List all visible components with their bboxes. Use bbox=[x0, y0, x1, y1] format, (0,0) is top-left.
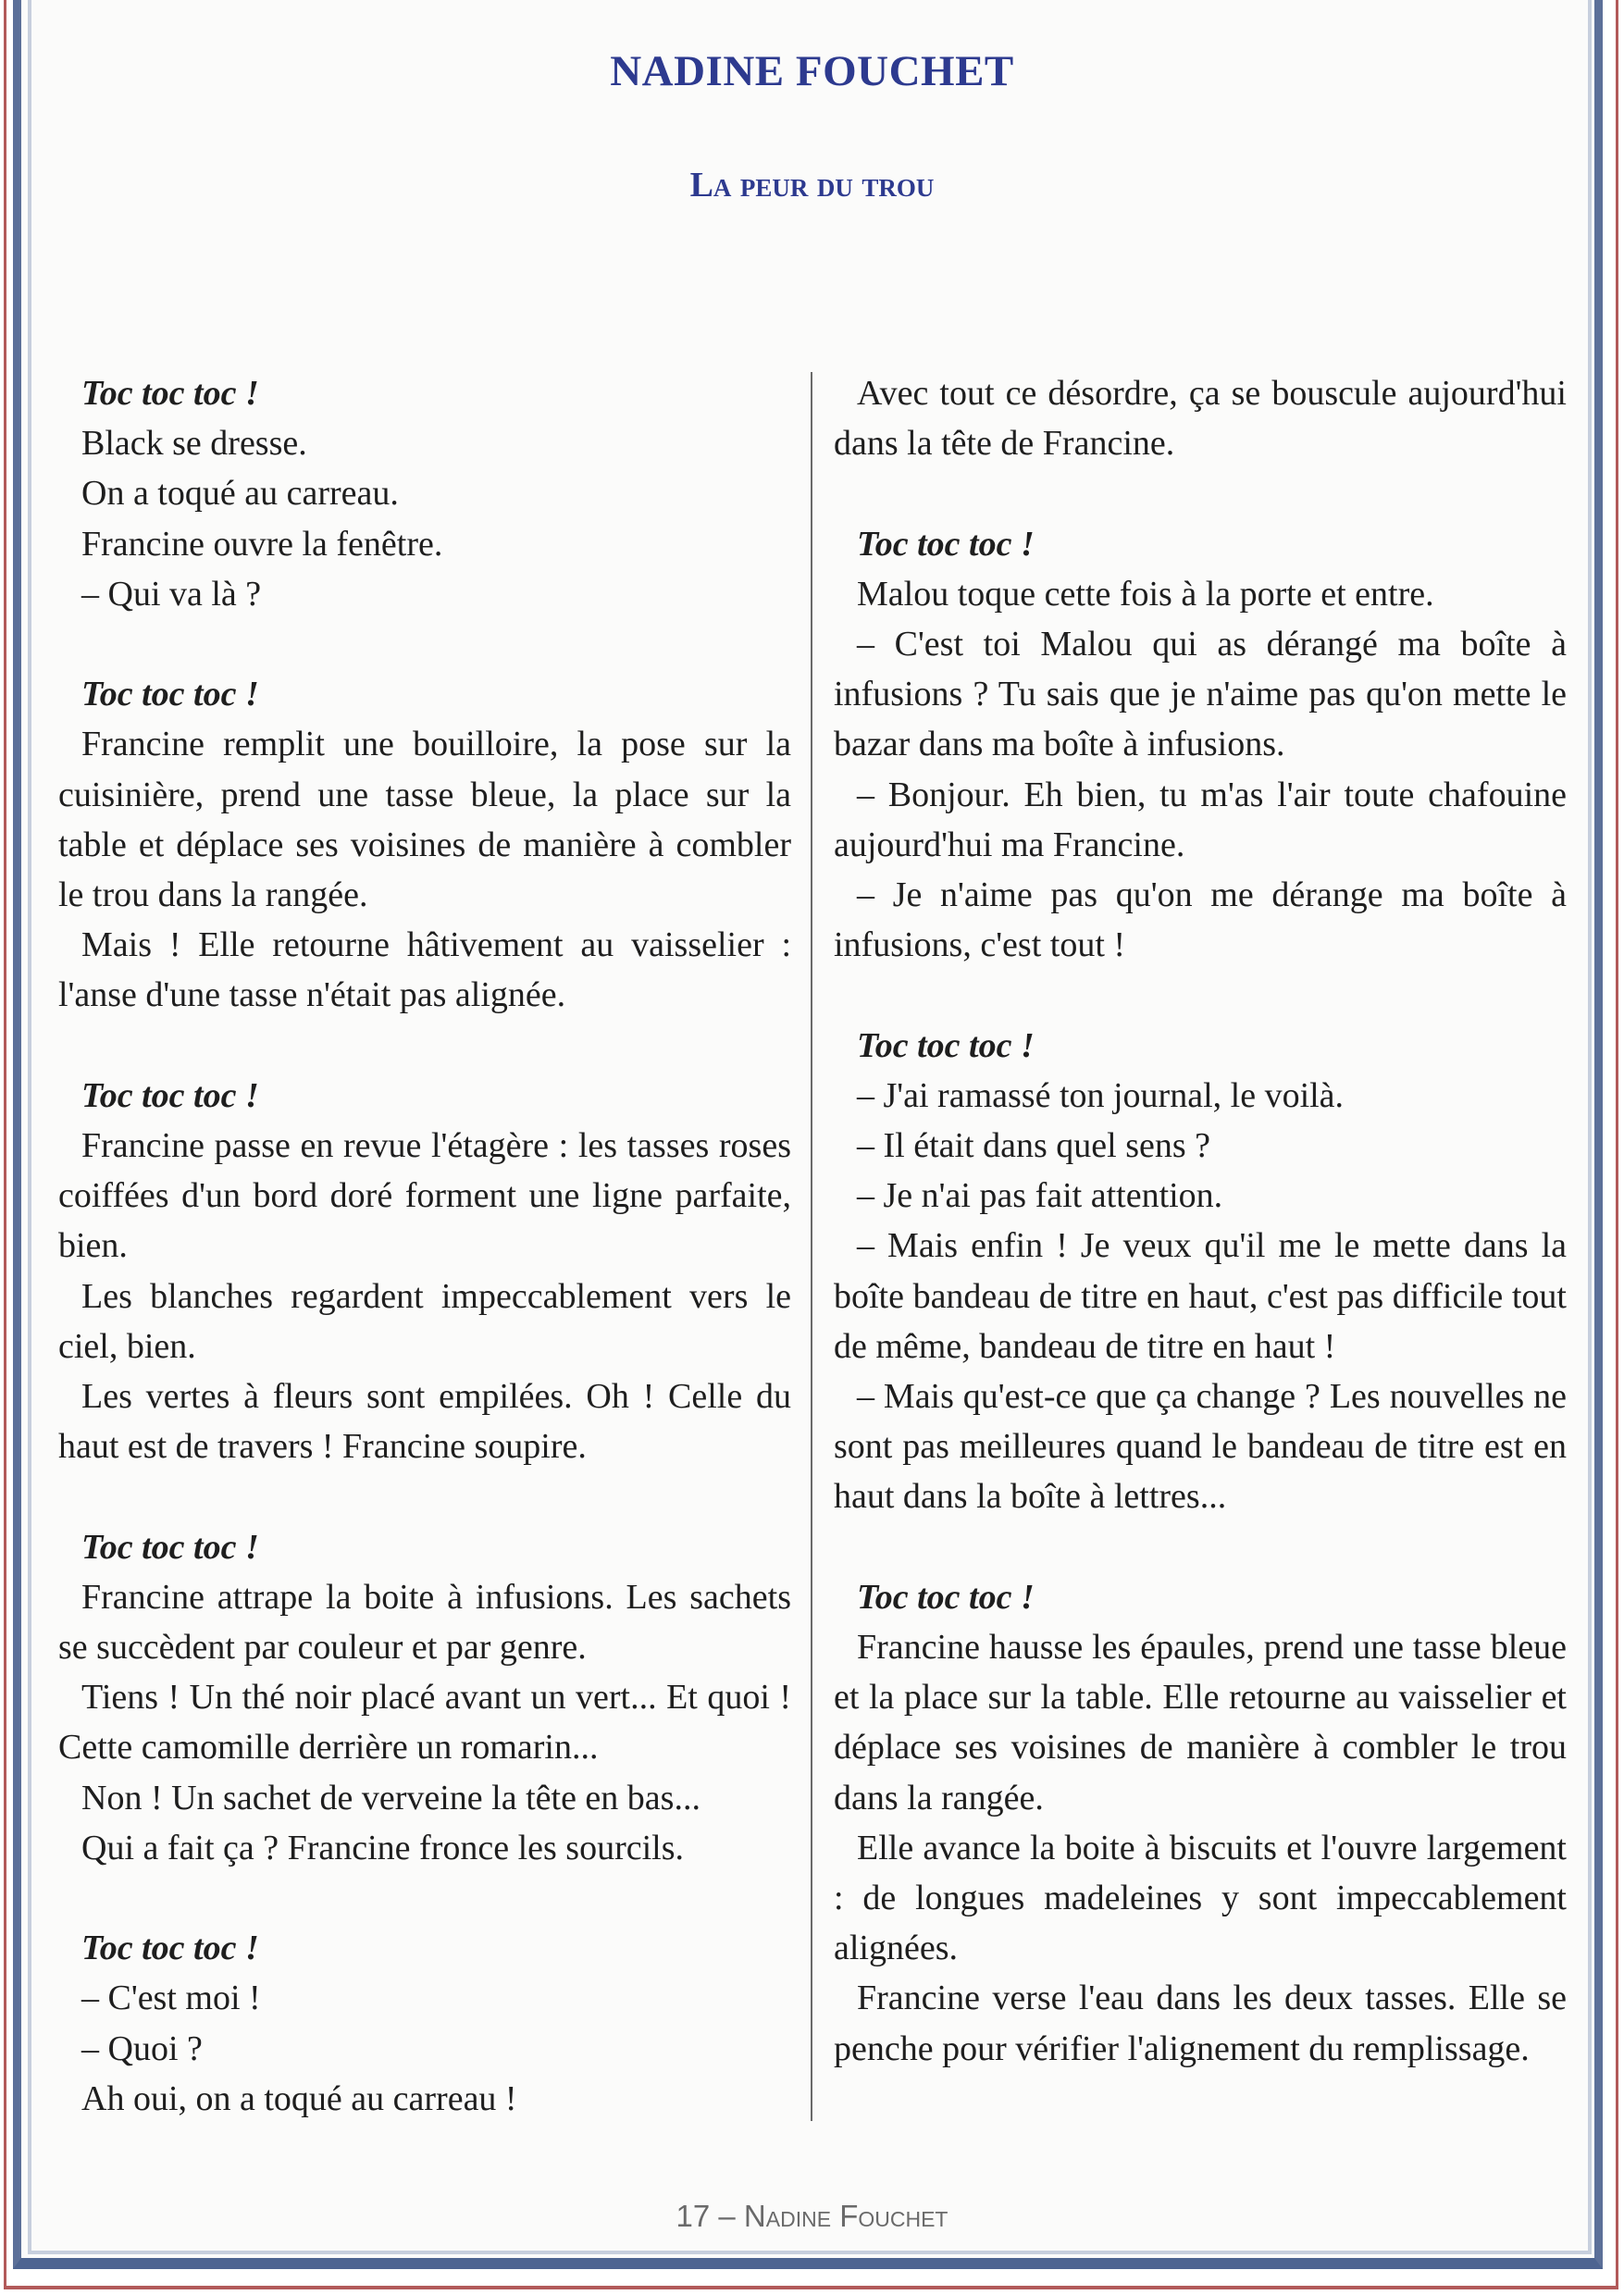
section-marker: Toc toc toc ! bbox=[857, 1577, 1035, 1617]
paragraph: – Il était dans quel sens ? bbox=[857, 1126, 1211, 1166]
paragraph: Black se dresse. bbox=[81, 424, 307, 464]
paragraph: – Je n'ai pas fait attention. bbox=[857, 1176, 1223, 1216]
paragraph: – Mais enfin ! Je veux qu'il me le mette dans la boîte bandeau de titre en haut, c'est pas difficile tout de même, bandeau de titre en haut ! bbox=[834, 1226, 1567, 1366]
paragraph: – J'ai ramassé ton journal, le voilà. bbox=[857, 1075, 1345, 1115]
paragraph: Francine hausse les épaules, prend une tasse bleue et la place sur la table. Elle retourne au vaisselier et déplace ses voisines de manière à combler le trou dans la rangée. bbox=[834, 1628, 1567, 1817]
footer-author: Nadine Fouchet bbox=[743, 2199, 948, 2233]
paragraph: Ah oui, on a toqué au carreau ! bbox=[81, 2078, 517, 2118]
paragraph: Francine verse l'eau dans les deux tasses. Elle se penche pour vérifier l'alignement du remplissage. bbox=[834, 1979, 1567, 2068]
story-title: La peur du trou bbox=[689, 166, 935, 205]
paragraph: – Bonjour. Eh bien, tu m'as l'air toute chafouine aujourd'hui ma Francine. bbox=[834, 775, 1567, 864]
paragraph: Malou toque cette fois à la porte et entre. bbox=[857, 574, 1434, 614]
left-text-column bbox=[58, 368, 791, 2124]
paragraph: Francine remplit une bouilloire, la pose sur la cuisinière, prend une tasse bleue, la place sur la table et déplace ses voisines de manière à combler le trou dans la rangée. bbox=[58, 725, 791, 915]
paragraph: – Quoi ? bbox=[81, 2028, 203, 2068]
paragraph: – Mais qu'est-ce que ça change ? Les nouvelles ne sont pas meilleures quand le bandeau de titre est en haut dans la boîte à lettres... bbox=[834, 1377, 1567, 1517]
paragraph: Elle avance la boite à biscuits et l'ouvre largement : de longues madeleines y sont impeccablement alignées. bbox=[834, 1828, 1567, 1968]
footer-separator: – bbox=[718, 2199, 736, 2233]
right-text-column bbox=[834, 368, 1567, 2074]
paragraph: – Je n'aime pas qu'on me dérange ma boîte à infusions, c'est tout ! bbox=[834, 875, 1567, 965]
paragraph: Tiens ! Un thé noir placé avant un vert... Et quoi ! Cette camomille derrière un romarin... bbox=[58, 1678, 791, 1768]
page-number: 17 bbox=[676, 2199, 711, 2233]
section-marker: Toc toc toc ! bbox=[857, 1025, 1035, 1065]
paragraph: Les blanches regardent impeccablement vers le ciel, bien. bbox=[58, 1276, 791, 1366]
paragraph: Avec tout ce désordre, ça se bouscule aujourd'hui dans la tête de Francine. bbox=[834, 374, 1567, 464]
paragraph: – C'est toi Malou qui as dérangé ma boîte à infusions ? Tu sais que je n'aime pas qu'on mette le bazar dans ma boîte à infusions. bbox=[834, 625, 1567, 764]
paragraph: Francine passe en revue l'étagère : les tasses roses coiffées d'un bord doré forment une ligne parfaite, bien. bbox=[58, 1126, 791, 1266]
section-marker: Toc toc toc ! bbox=[81, 1527, 259, 1567]
column-divider bbox=[811, 372, 812, 2121]
paragraph: Francine attrape la boite à infusions. Les sachets se succèdent par couleur et par genre. bbox=[58, 1577, 791, 1668]
paragraph: Mais ! Elle retourne hâtivement au vaisselier : l'anse d'une tasse n'était pas alignée. bbox=[58, 925, 791, 1015]
paragraph: Les vertes à fleurs sont empilées. Oh ! Celle du haut est de travers ! Francine soupire. bbox=[58, 1377, 791, 1467]
section-marker: Toc toc toc ! bbox=[81, 675, 259, 714]
paragraph: Qui a fait ça ? Francine fronce les sourcils. bbox=[81, 1828, 685, 1867]
paragraph: Non ! Un sachet de verveine la tête en bas... bbox=[81, 1778, 700, 1817]
paragraph: – Qui va là ? bbox=[81, 574, 262, 614]
section-marker: Toc toc toc ! bbox=[857, 524, 1035, 564]
section-marker: Toc toc toc ! bbox=[81, 1929, 259, 1968]
author-heading: NADINE FOUCHET bbox=[610, 47, 1014, 95]
paragraph: – C'est moi ! bbox=[81, 1979, 261, 2018]
paragraph: On a toqué au carreau. bbox=[81, 474, 399, 514]
page-footer bbox=[0, 2199, 1624, 2234]
section-marker: Toc toc toc ! bbox=[81, 374, 259, 413]
paragraph: Francine ouvre la fenêtre. bbox=[81, 524, 443, 564]
section-marker: Toc toc toc ! bbox=[81, 1075, 259, 1115]
